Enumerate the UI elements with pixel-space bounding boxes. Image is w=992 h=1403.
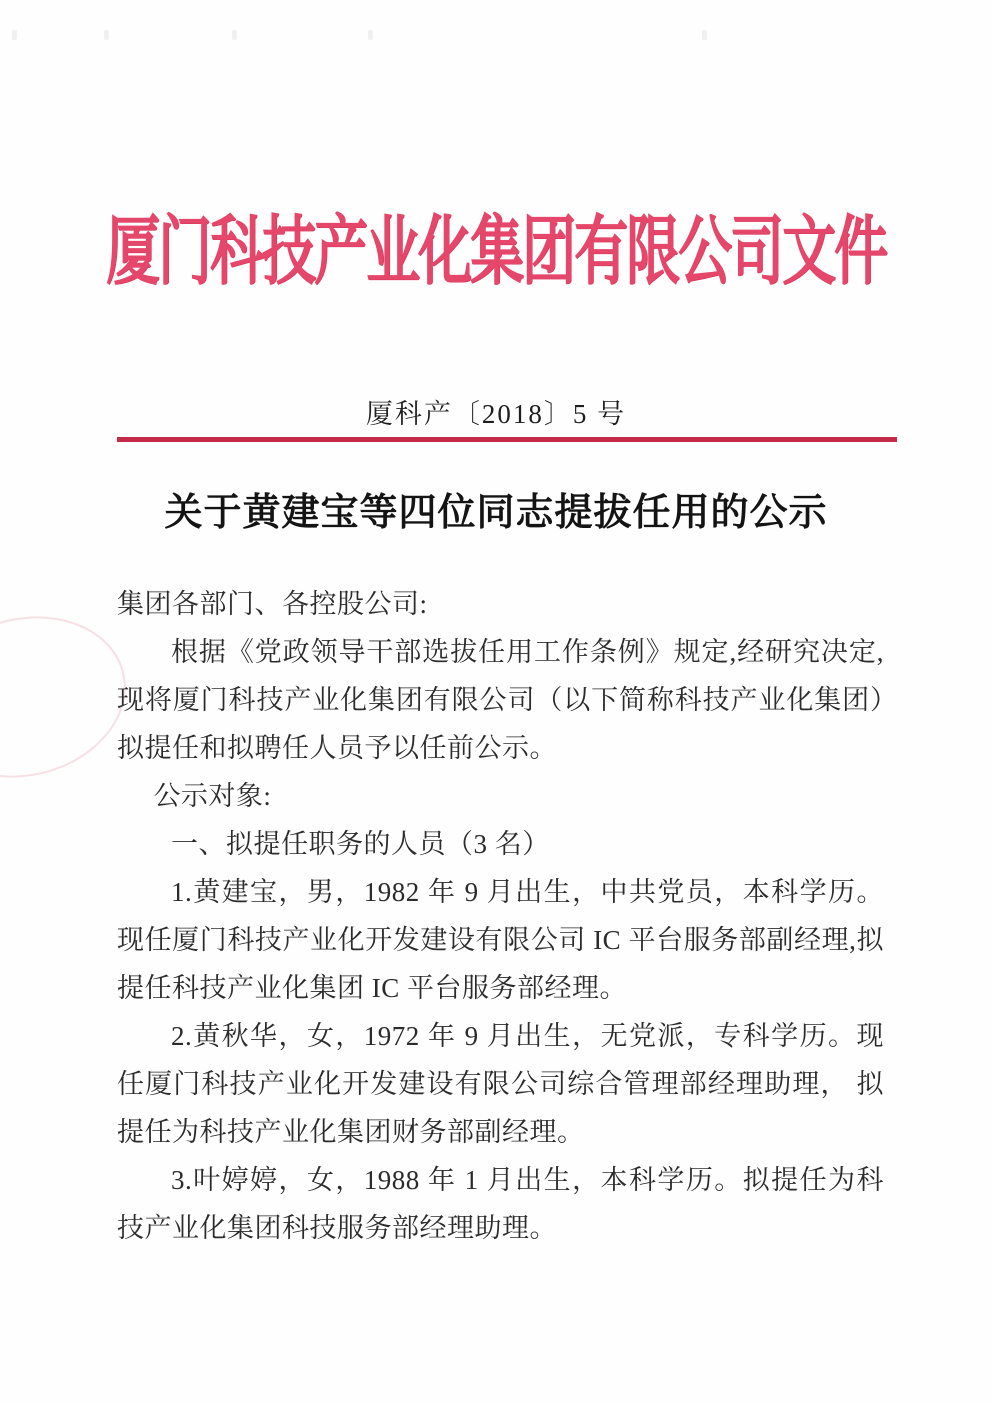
scan-artifact (702, 30, 707, 40)
scan-artifact (12, 30, 17, 40)
scan-artifact (368, 30, 373, 40)
paragraph-basis: 根据《党政领导干部选拔任用工作条例》规定,经研究决定,现将厦门科技产业化集团有限公司（以下简称科技产业化集团）拟提任和拟聘任人员予以任前公示。 (117, 637, 884, 763)
org-title-header: 厦门科技产业化集团有限公司文件 (106, 209, 886, 294)
scan-artifact (232, 30, 237, 40)
red-divider-line (117, 437, 897, 442)
document-body (117, 580, 884, 1252)
paragraph-person-3: 3.叶婷婷，女，1988 年 1 月出生，本科学历。拟提任为科技产业化集团科技服务部经理助理。 (117, 1165, 884, 1243)
paragraph-person-2: 2.黄秋华，女，1972 年 9 月出生，无党派，专科学历。现任厦门科技产业化开发建设有限公司综合管理部经理助理， 拟提任为科技产业化集团财务部副经理。 (117, 1021, 884, 1147)
paragraph-section-heading: 一、拟提任职务的人员（3 名） (171, 829, 550, 859)
paragraph-person-1: 1.黄建宝，男，1982 年 9 月出生，中共党员，本科学历。现任厦门科技产业化开发建设有限公司 IC 平台服务部副经理,拟提任科技产业化集团 IC 平台服务部经理。 (117, 877, 884, 1003)
scan-artifact (104, 30, 109, 40)
salutation-line: 集团各部门、各控股公司: (117, 589, 428, 619)
document-title: 关于黄建宝等四位同志提拔任用的公示 (164, 492, 828, 534)
document-number: 厦科产〔2018〕5 号 (365, 399, 627, 429)
paragraph-subjects-label: 公示对象: (153, 781, 272, 811)
